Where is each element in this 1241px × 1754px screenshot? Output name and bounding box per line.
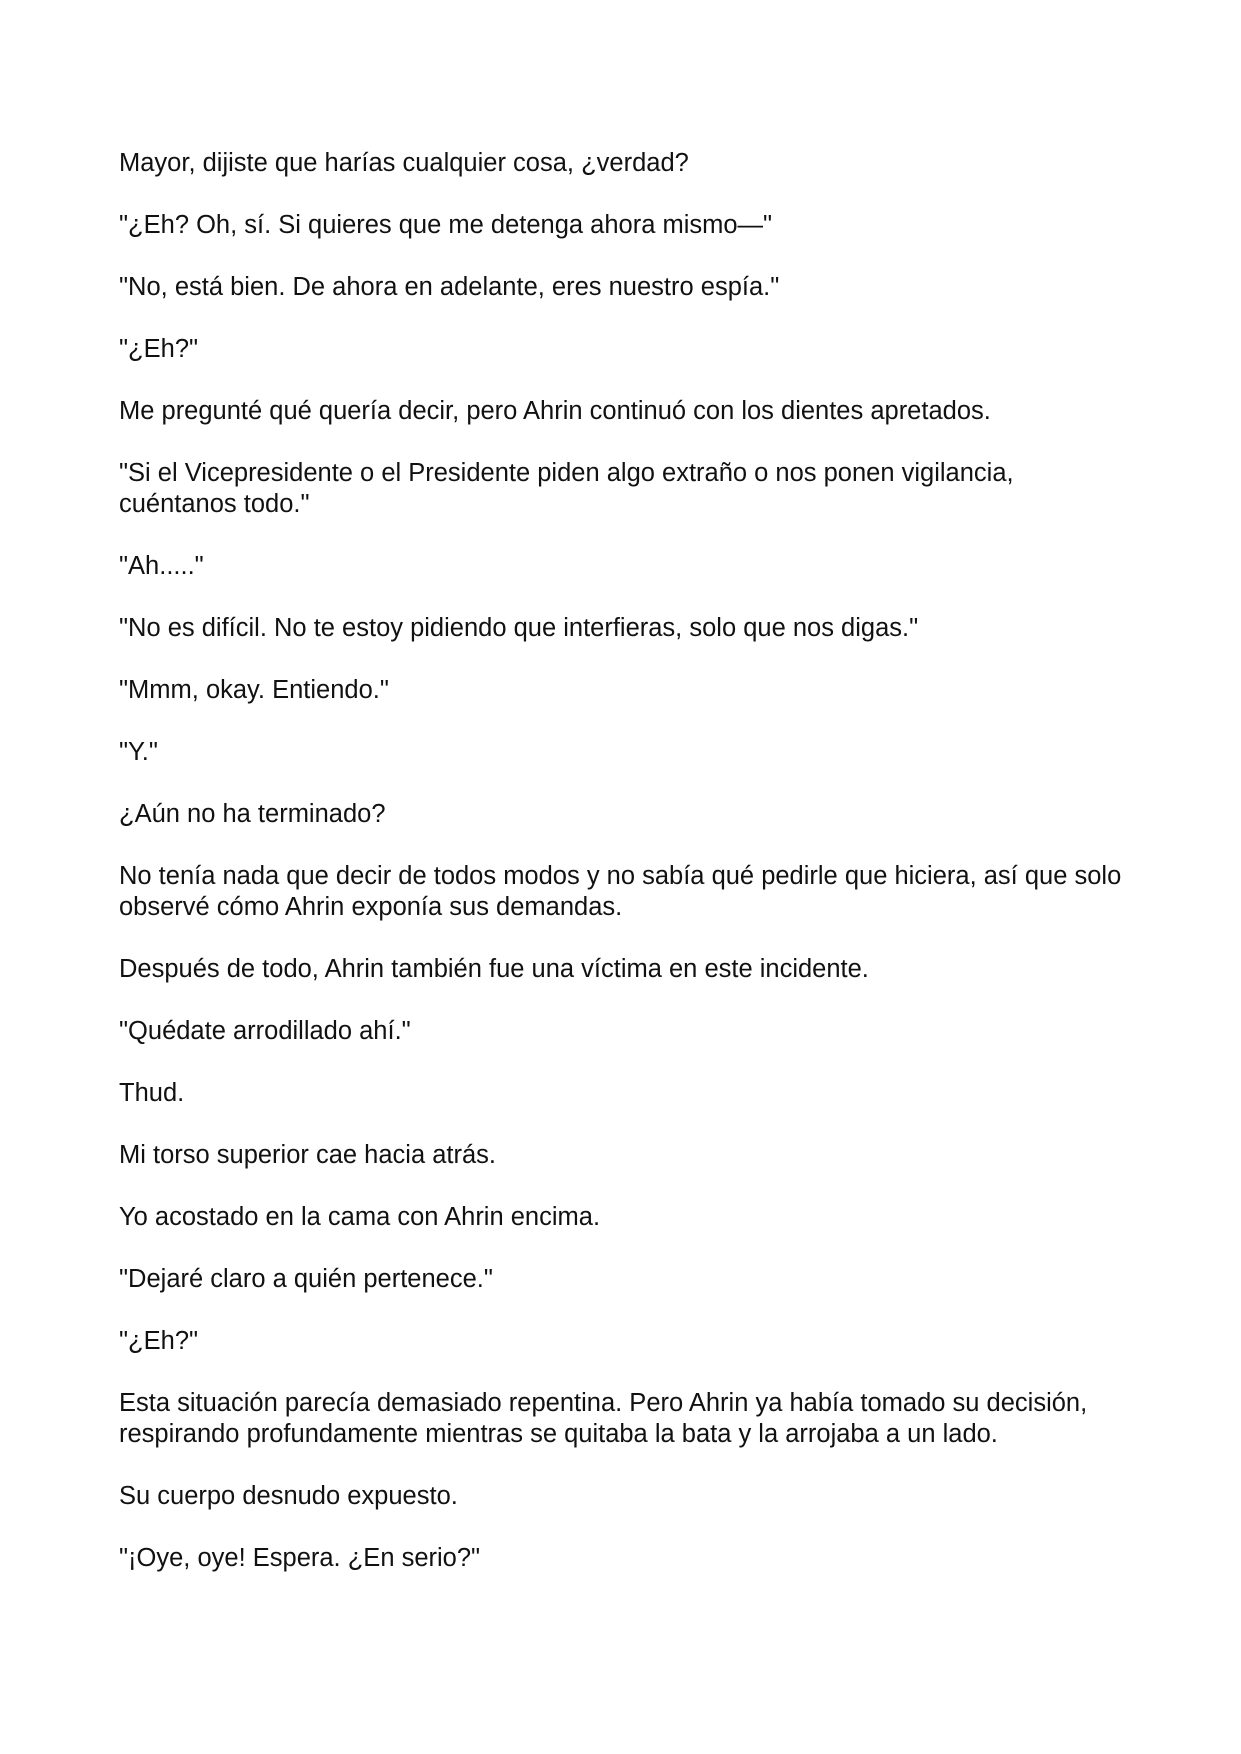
paragraph: ¿Aún no ha terminado? — [119, 800, 386, 828]
paragraph: "Y." — [119, 738, 158, 766]
paragraph: Después de todo, Ahrin también fue una víctima en este incidente. — [119, 955, 869, 983]
paragraph: "No es difícil. No te estoy pidiendo que interfieras, solo que nos digas." — [119, 614, 919, 642]
paragraph: "Dejaré claro a quién pertenece." — [119, 1265, 493, 1293]
paragraph: "¡Oye, oye! Espera. ¿En serio?" — [119, 1544, 481, 1572]
paragraph: Mayor, dijiste que harías cualquier cosa, ¿verdad? — [119, 149, 689, 177]
paragraph: Me pregunté qué quería decir, pero Ahrin continuó con los dientes apretados. — [119, 397, 991, 425]
paragraph: "¿Eh?" — [119, 335, 199, 363]
paragraph: "Si el Vicepresidente o el Presidente piden algo extraño o nos ponen vigilancia, cuéntanos todo." — [119, 459, 1014, 518]
paragraph: "No, está bien. De ahora en adelante, eres nuestro espía." — [119, 273, 780, 301]
document-body — [119, 148, 1129, 1605]
paragraph: No tenía nada que decir de todos modos y no sabía qué pedirle que hiciera, así que solo observé cómo Ahrin exponía sus demandas. — [119, 862, 1122, 921]
paragraph: Esta situación parecía demasiado repentina. Pero Ahrin ya había tomado su decisión, respirando profundamente mientras se quitaba la bata y la arrojaba a un lado. — [119, 1389, 1088, 1448]
paragraph: "Quédate arrodillado ahí." — [119, 1017, 411, 1045]
paragraph: "¿Eh? Oh, sí. Si quieres que me detenga ahora mismo—" — [119, 211, 773, 239]
paragraph: Su cuerpo desnudo expuesto. — [119, 1482, 458, 1510]
paragraph: "¿Eh?" — [119, 1327, 199, 1355]
paragraph: Mi torso superior cae hacia atrás. — [119, 1141, 496, 1169]
paragraph: Thud. — [119, 1079, 185, 1107]
paragraph: Yo acostado en la cama con Ahrin encima. — [119, 1203, 601, 1231]
paragraph: "Mmm, okay. Entiendo." — [119, 676, 389, 704]
paragraph: "Ah....." — [119, 552, 204, 580]
